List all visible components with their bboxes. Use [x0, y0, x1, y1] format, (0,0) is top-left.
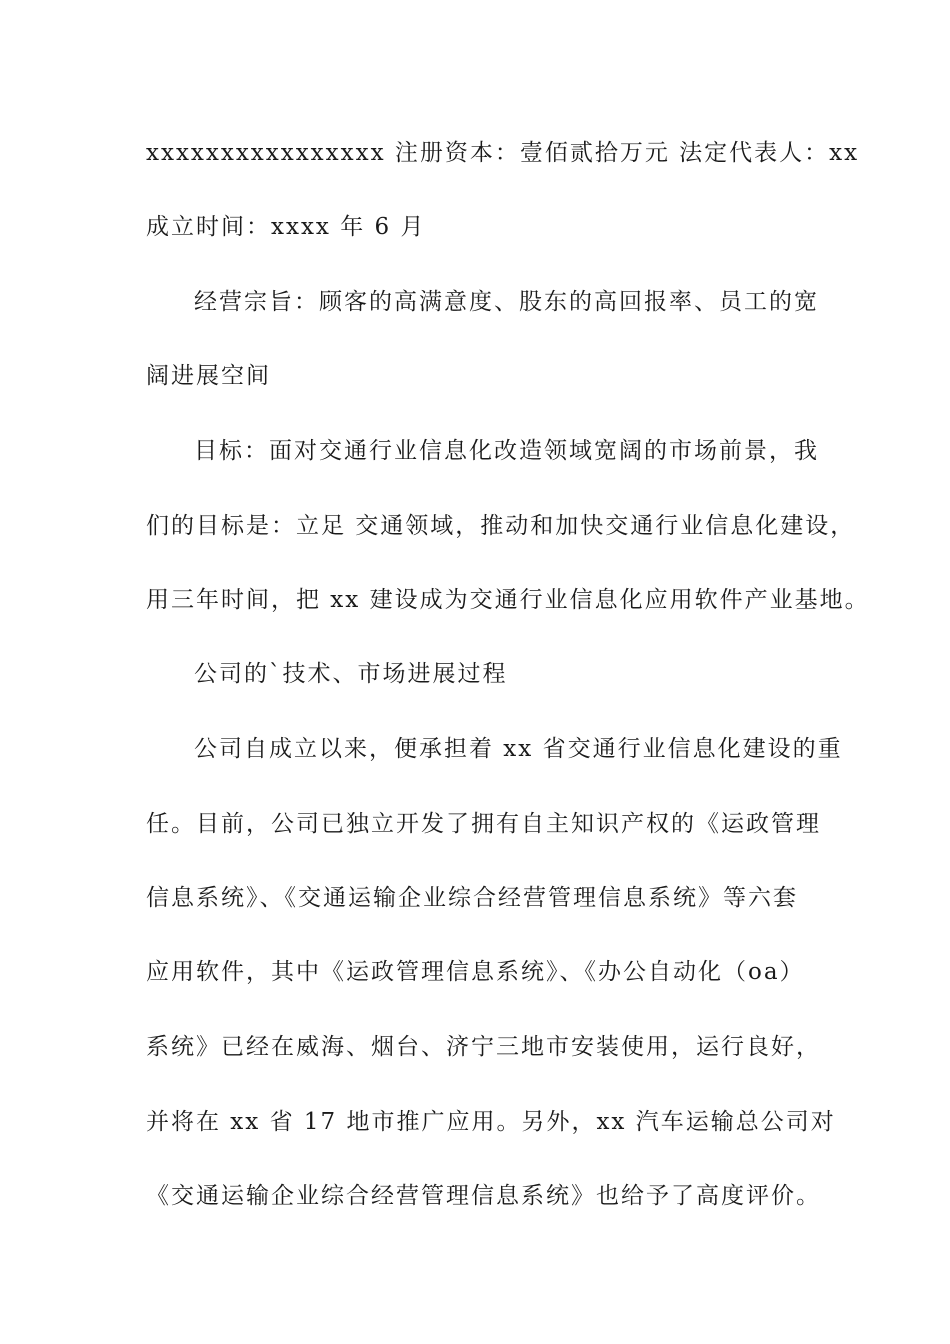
history-line-5: 系统》已经在威海、烟台、济宁三地市安装使用，运行良好， — [146, 1034, 821, 1060]
history-line-4: 应用软件，其中《运政管理信息系统》、《办公自动化（oa） — [146, 959, 805, 985]
history-line-7: 《交通运输企业综合经营管理信息系统》也给予了高度评价。 — [146, 1183, 821, 1209]
business-purpose-line-2: 阔进展空间 — [146, 363, 271, 389]
goal-line-1: 目标：面对交通行业信息化改造领域宽阔的市场前景，我 — [194, 438, 819, 464]
section-heading: 公司的`技术、市场进展过程 — [194, 661, 508, 687]
goal-line-2: 们的目标是：立足 交通领域，推动和加快交通行业信息化建设， — [146, 513, 856, 539]
founding-date-line: 成立时间：xxxx 年 6 月 — [146, 214, 426, 240]
history-line-6: 并将在 xx 省 17 地市推广应用。另外，xx 汽车运输总公司对 — [146, 1109, 836, 1135]
history-line-3: 信息系统》、《交通运输企业综合经营管理信息系统》等六套 — [146, 885, 798, 911]
goal-line-3: 用三年时间，把 xx 建设成为交通行业信息化应用软件产业基地。 — [146, 587, 870, 613]
history-line-1: 公司自成立以来，便承担着 xx 省交通行业信息化建设的重 — [194, 736, 843, 762]
company-info-line: xxxxxxxxxxxxxxxx 注册资本：壹佰贰拾万元 法定代表人：xx — [146, 140, 860, 166]
history-line-2: 任。目前，公司已独立开发了拥有自主知识产权的《运政管理 — [146, 811, 821, 837]
business-purpose-line-1: 经营宗旨：顾客的高满意度、股东的高回报率、员工的宽 — [194, 289, 819, 315]
